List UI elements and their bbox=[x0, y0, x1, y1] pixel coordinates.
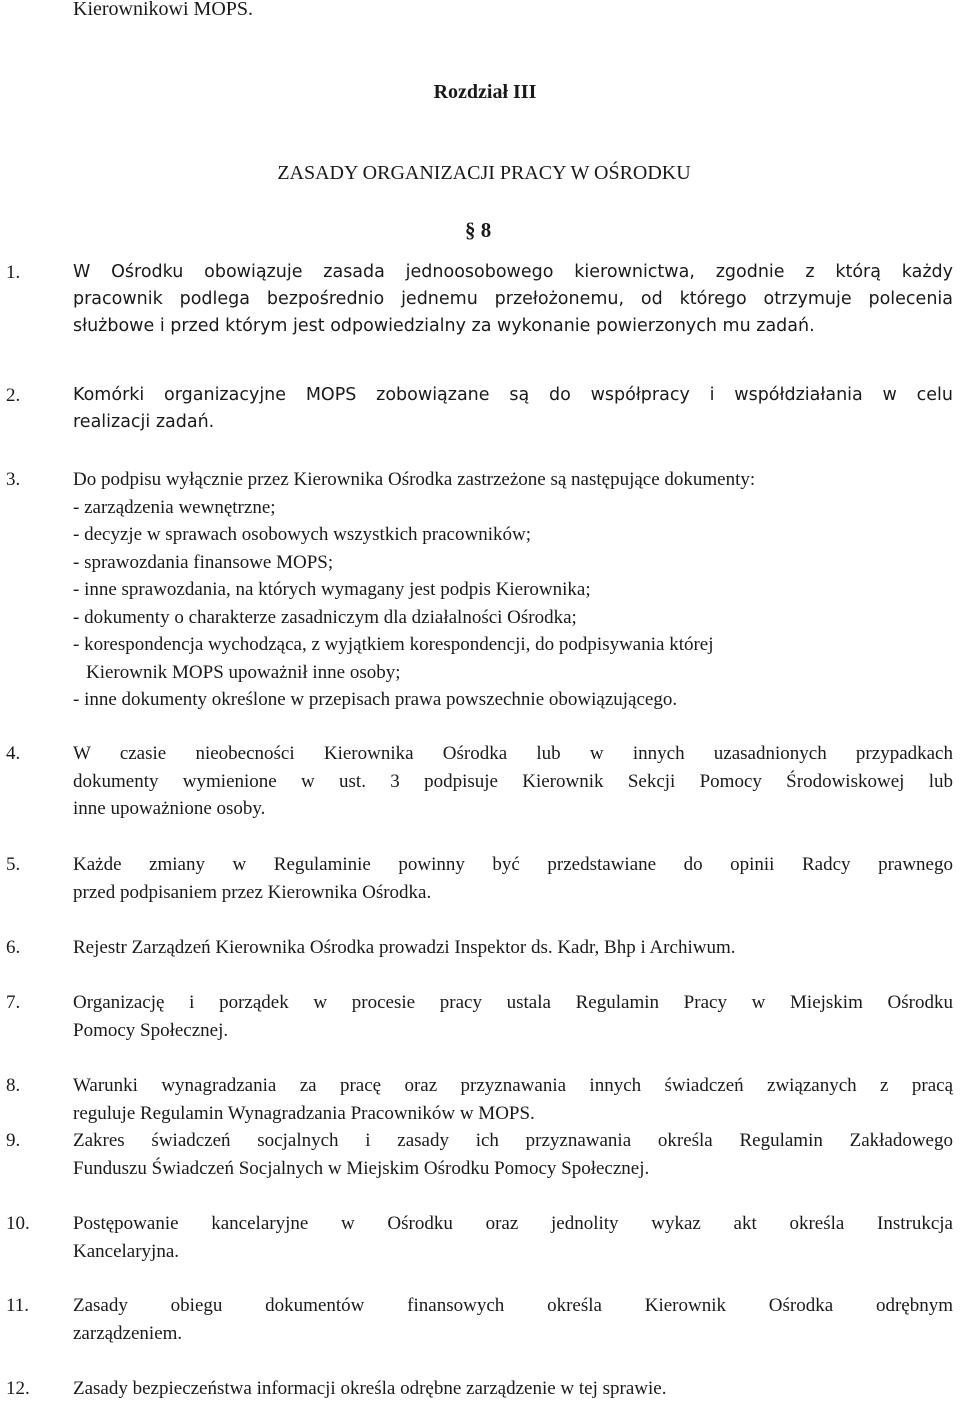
text-line: Każde zmiany w Regulaminie powinny być przedstawiane do opinii Radcy prawnego bbox=[73, 854, 953, 875]
previous-paragraph-tail: Kierownikowi MOPS. bbox=[73, 0, 254, 20]
text-line: przed podpisaniem przez Kierownika Ośrodka. bbox=[73, 881, 432, 903]
text-line: zarządzeniem. bbox=[73, 1322, 183, 1344]
item-text bbox=[73, 382, 953, 436]
text-line: dokumenty wymienione w ust. 3 podpisuje Kierownik Sekcji Pomocy Środowiskowej lub bbox=[73, 770, 953, 792]
item-number: 6. bbox=[6, 937, 21, 958]
item-text bbox=[73, 466, 953, 714]
text-line: Kancelaryjna. bbox=[73, 1240, 180, 1262]
item-text bbox=[73, 1210, 953, 1265]
item-number: 11. bbox=[6, 1295, 30, 1316]
item-text bbox=[73, 1072, 953, 1127]
item-text bbox=[73, 989, 953, 1044]
item-number: 12. bbox=[6, 1378, 30, 1399]
text-line: Warunki wynagradzania za pracę oraz przyznawania innych świadczeń związanych z pracą bbox=[73, 1075, 953, 1096]
chapter-subtitle: ZASADY ORGANIZACJI PRACY W OŚRODKU bbox=[277, 162, 691, 184]
text-line: Postępowanie kancelaryjne w Ośrodku oraz jednolity wykaz akt określa Instrukcja bbox=[73, 1213, 953, 1234]
document-type-item: - zarządzenia wewnętrzne; bbox=[73, 496, 276, 518]
item-number: 3. bbox=[6, 469, 21, 490]
text-line: Rejestr Zarządzeń Kierownika Ośrodka prowadzi Inspektor ds. Kadr, Bhp i Archiwum. bbox=[73, 937, 736, 958]
text-line: pracownik podlega bezpośrednio jednemu przełożonemu, od którego otrzymuje polecenia bbox=[73, 289, 953, 309]
document-type-item: - decyzje w sprawach osobowych wszystkich pracowników; bbox=[73, 524, 531, 545]
text-line: służbowe i przed którym jest odpowiedzialny za wykonanie powierzonych mu zadań. bbox=[73, 316, 815, 336]
item-text bbox=[73, 740, 953, 823]
item-number: 4. bbox=[6, 743, 21, 764]
text-line: inne upoważnione osoby. bbox=[73, 798, 266, 819]
text-line: Pomocy Społecznej. bbox=[73, 1019, 229, 1041]
text-line: Zasady obiegu dokumentów finansowych określa Kierownik Ośrodka odrębnym bbox=[73, 1295, 953, 1316]
item-number: 5. bbox=[6, 854, 21, 875]
text-line: Organizację i porządek w procesie pracy ustala Regulamin Pracy w Miejskim Ośrodku bbox=[73, 992, 953, 1013]
paragraph-number: § 8 bbox=[465, 218, 492, 242]
item-number: 2. bbox=[6, 385, 21, 406]
document-type-item: - sprawozdania finansowe MOPS; bbox=[73, 551, 334, 573]
text-line: Komórki organizacyjne MOPS zobowiązane są do współpracy i współdziałania w celu bbox=[73, 385, 953, 405]
text-line: W czasie nieobecności Kierownika Ośrodka lub w innych uzasadnionych przypadkach bbox=[73, 743, 953, 764]
document-type-item: - korespondencja wychodząca, z wyjątkiem korespondencji, do podpisywania której bbox=[73, 634, 714, 655]
item-text bbox=[73, 851, 953, 906]
item-text bbox=[73, 1375, 953, 1403]
text-line: realizacji zadań. bbox=[73, 412, 215, 432]
text-line: reguluje Regulamin Wynagradzania Pracowników w MOPS. bbox=[73, 1102, 535, 1124]
text-line: Funduszu Świadczeń Socjalnych w Miejskim Ośrodku Pomocy Społecznej. bbox=[73, 1157, 650, 1179]
chapter-title: Rozdział III bbox=[433, 81, 537, 103]
item-number: 1. bbox=[6, 262, 21, 283]
document-type-item: - inne dokumenty określone w przepisach prawa powszechnie obowiązującego. bbox=[73, 689, 678, 710]
item-text bbox=[73, 259, 953, 340]
text-line: Zasady bezpieczeństwa informacji określa odrębne zarządzenie w tej sprawie. bbox=[73, 1378, 667, 1399]
item-text bbox=[73, 1292, 953, 1347]
text-line: W Ośrodku obowiązuje zasada jednoosobowego kierownictwa, zgodnie z którą każdy bbox=[73, 262, 953, 282]
text-line: Do podpisu wyłącznie przez Kierownika Ośrodka zastrzeżone są następujące dokumenty: bbox=[73, 469, 756, 490]
item-number: 9. bbox=[6, 1130, 21, 1151]
item-text bbox=[73, 1127, 953, 1182]
item-number: 8. bbox=[6, 1075, 21, 1096]
text-line: Zakres świadczeń socjalnych i zasady ich przyznawania określa Regulamin Zakładowego bbox=[73, 1130, 953, 1151]
document-type-item: - inne sprawozdania, na których wymagany jest podpis Kierownika; bbox=[73, 579, 591, 600]
item-number: 7. bbox=[6, 992, 21, 1013]
document-type-item-continuation: Kierownik MOPS upoważnił inne osoby; bbox=[86, 661, 401, 683]
item-number: 10. bbox=[6, 1213, 30, 1234]
item-text bbox=[73, 934, 953, 962]
document-type-item: - dokumenty o charakterze zasadniczym dla działalności Ośrodka; bbox=[73, 606, 577, 628]
